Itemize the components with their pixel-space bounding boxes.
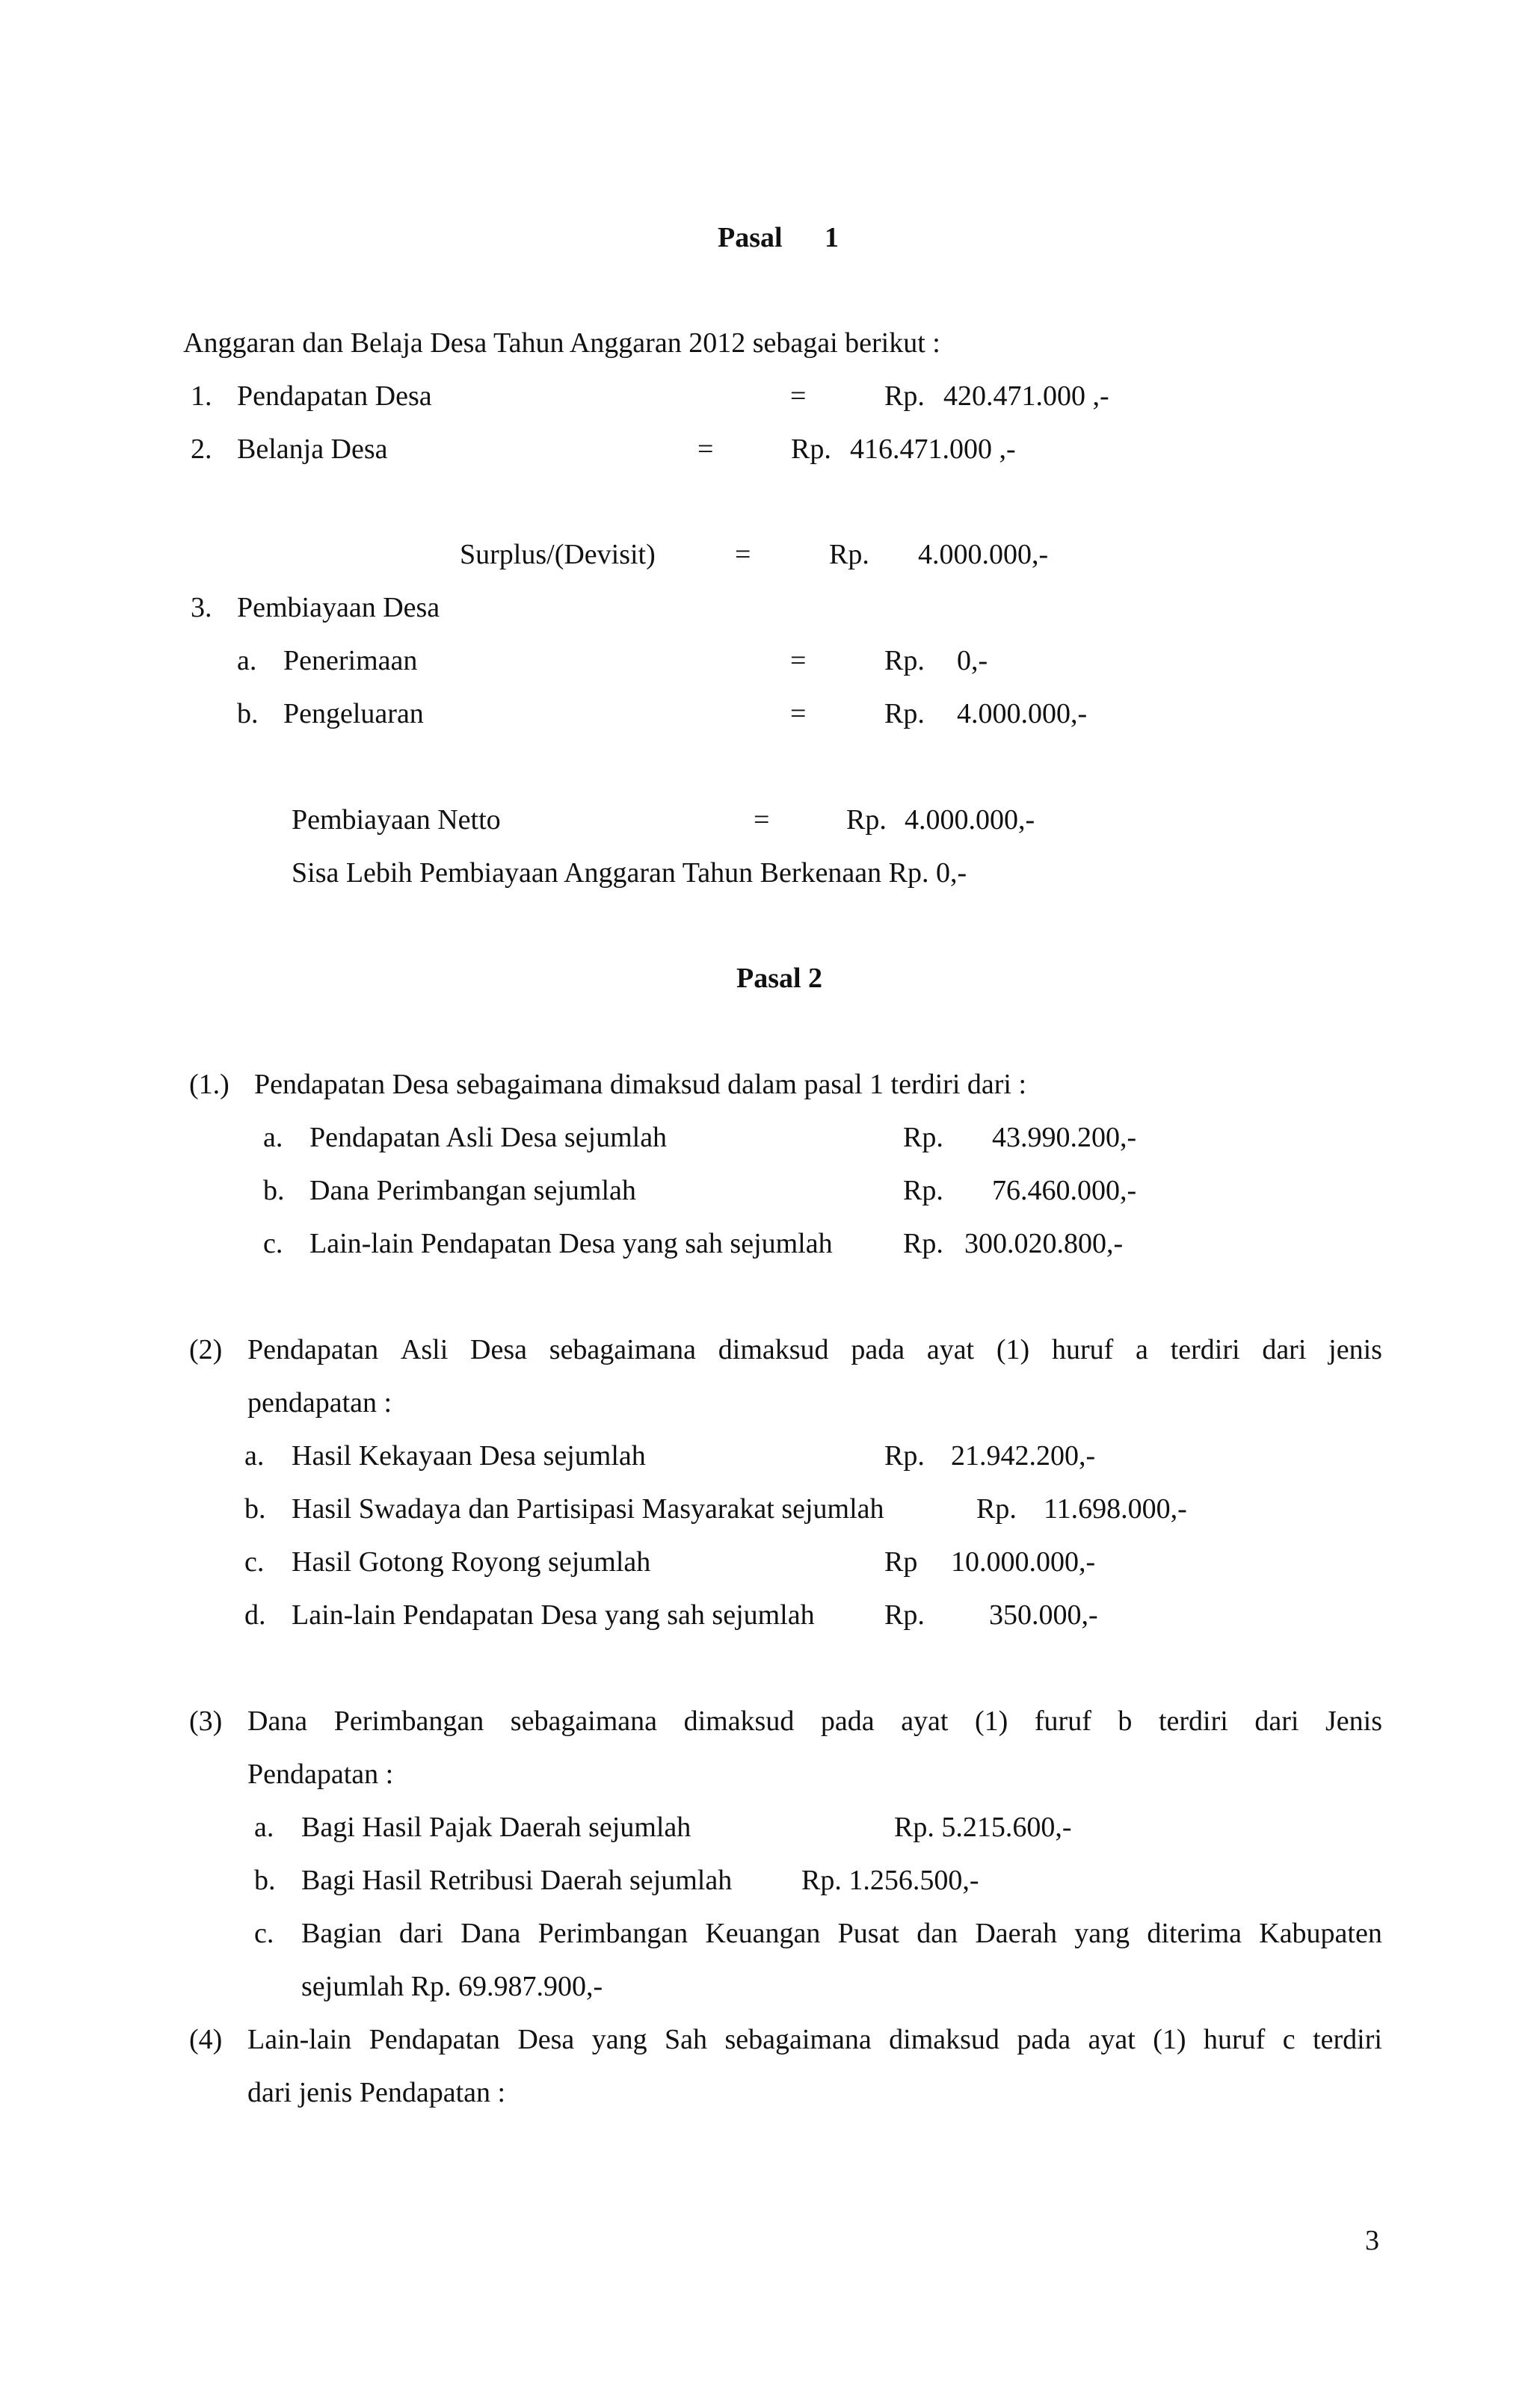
item-3a-label: Penerimaan — [283, 645, 418, 676]
word: Perimbangan — [537, 1918, 689, 1949]
ayat-2-text-line-2: pendapatan : — [247, 1387, 392, 1418]
word: (1) — [1153, 2024, 1186, 2055]
word: Pendapatan — [369, 2024, 500, 2055]
ayat-2-number: (2) — [189, 1334, 223, 1365]
word: jenis — [1328, 1334, 1382, 1365]
item-3b-letter: b. — [237, 698, 259, 729]
ayat-1b-amount: 76.460.000,- — [992, 1175, 1137, 1206]
word: (1) — [996, 1334, 1030, 1365]
word: yang — [591, 2024, 647, 2055]
ayat-2a-amount: 21.942.200,- — [951, 1440, 1096, 1472]
ayat-1c-label: Lain-lain Pendapatan Desa yang sah sejumlah — [309, 1228, 833, 1259]
item-3a-letter: a. — [237, 645, 257, 676]
pasal-2-title: Pasal 2 — [736, 963, 823, 994]
ayat-3a-letter: a. — [254, 1812, 274, 1843]
ayat-3b-letter: b. — [254, 1865, 276, 1896]
ayat-2-text-line-1 — [247, 1336, 1382, 1364]
ayat-3c-letter: c. — [254, 1918, 274, 1949]
ayat-2c-amount: 10.000.000,- — [951, 1546, 1096, 1578]
surplus-equals: = — [735, 539, 751, 570]
ayat-1b-currency: Rp. — [903, 1175, 943, 1206]
item-3b-currency: Rp. — [884, 698, 925, 729]
word: dimaksud — [718, 1334, 829, 1365]
ayat-2b-currency: Rp. — [976, 1493, 1017, 1525]
word: a — [1136, 1334, 1148, 1365]
ayat-4-text-line-2: dari jenis Pendapatan : — [247, 2077, 506, 2108]
word: dari — [1254, 1705, 1299, 1737]
word: furuf — [1034, 1705, 1091, 1737]
ayat-4-text-line-1 — [247, 2025, 1382, 2054]
ayat-3c-text-line-2: sejumlah Rp. 69.987.900,- — [301, 1971, 603, 2002]
word: b — [1118, 1705, 1133, 1737]
item-3-label: Pembiayaan Desa — [237, 592, 440, 623]
word: Dana — [247, 1705, 308, 1737]
item-3a-amount: 0,- — [957, 645, 988, 676]
ayat-1b-label: Dana Perimbangan sejumlah — [309, 1175, 636, 1206]
item-2-currency: Rp. — [791, 433, 831, 465]
item-2-amount: 416.471.000 ,- — [850, 433, 1016, 465]
ayat-2d-letter: d. — [244, 1599, 266, 1631]
sisa-lebih-pembiayaan: Sisa Lebih Pembiayaan Anggaran Tahun Berkenaan Rp. 0,- — [292, 857, 967, 889]
ayat-1a-label: Pendapatan Asli Desa sejumlah — [309, 1122, 668, 1153]
word: Desa — [470, 1334, 528, 1365]
word: Asli — [400, 1334, 449, 1365]
word: pada — [851, 1334, 905, 1365]
ayat-2a-currency: Rp. — [884, 1440, 925, 1472]
word: sebagaimana — [724, 2024, 872, 2055]
item-3a-equals: = — [790, 645, 807, 676]
word: Jenis — [1325, 1705, 1382, 1737]
word: terdiri — [1170, 1334, 1240, 1365]
word: Perimbangan — [333, 1705, 484, 1737]
word: (1) — [975, 1705, 1008, 1737]
item-3b-equals: = — [790, 698, 807, 729]
word: dari — [398, 1918, 443, 1949]
item-3a-currency: Rp. — [884, 645, 925, 676]
word: ayat — [901, 1705, 949, 1737]
item-3b-amount: 4.000.000,- — [957, 698, 1088, 729]
word: ayat — [1088, 2024, 1136, 2055]
word: dimaksud — [683, 1705, 795, 1737]
word: dan — [917, 1918, 958, 1949]
ayat-2d-label: Lain-lain Pendapatan Desa yang sah sejumlah — [292, 1599, 815, 1631]
item-1-currency: Rp. — [884, 380, 925, 412]
item-1-number: 1. — [191, 380, 212, 412]
item-2-equals: = — [697, 433, 714, 465]
ayat-2b-label: Hasil Swadaya dan Partisipasi Masyarakat sejumlah — [292, 1493, 884, 1525]
word: Keuangan — [705, 1918, 821, 1949]
word: Lain-lain — [247, 2024, 352, 2055]
ayat-2c-letter: c. — [244, 1546, 265, 1578]
word: Sah — [665, 2024, 708, 2055]
ayat-2a-letter: a. — [244, 1440, 265, 1472]
word: pada — [820, 1705, 875, 1737]
ayat-4-number: (4) — [189, 2024, 223, 2055]
ayat-1-number: (1.) — [189, 1069, 230, 1100]
ayat-2b-letter: b. — [244, 1493, 266, 1525]
ayat-2d-amount: 350.000,- — [989, 1599, 1098, 1631]
word: Dana — [460, 1918, 521, 1949]
item-2-label: Belanja Desa — [237, 433, 388, 465]
ayat-3-text-line-1 — [247, 1707, 1382, 1735]
page-number: 3 — [1365, 2225, 1379, 2256]
word: huruf — [1051, 1334, 1114, 1365]
ayat-3-number: (3) — [189, 1705, 223, 1737]
ayat-1-text: Pendapatan Desa sebagaimana dimaksud dalam pasal 1 terdiri dari : — [254, 1069, 1027, 1100]
surplus-label: Surplus/(Devisit) — [460, 539, 656, 570]
ayat-3b-amount: Rp. 1.256.500,- — [801, 1865, 979, 1896]
ayat-1b-letter: b. — [263, 1175, 285, 1206]
word: pada — [1017, 2024, 1071, 2055]
ayat-3-text-line-2: Pendapatan : — [247, 1759, 394, 1790]
word: terdiri — [1158, 1705, 1228, 1737]
word: terdiri — [1313, 2024, 1382, 2055]
ayat-3b-label: Bagi Hasil Retribusi Daerah sejumlah — [301, 1865, 733, 1896]
word: Pendapatan — [247, 1334, 379, 1365]
item-2-number: 2. — [191, 433, 212, 465]
word: Kabupaten — [1259, 1918, 1382, 1949]
netto-amount: 4.000.000,- — [905, 804, 1035, 836]
ayat-2d-currency: Rp. — [884, 1599, 925, 1631]
word: Desa — [517, 2024, 575, 2055]
item-3-number: 3. — [191, 592, 212, 623]
pasal-1-title-word: Pasal — [718, 222, 783, 253]
word: dimaksud — [889, 2024, 999, 2055]
ayat-1c-letter: c. — [263, 1228, 283, 1259]
surplus-amount: 4.000.000,- — [918, 539, 1049, 570]
ayat-3a-amount: Rp. 5.215.600,- — [894, 1812, 1072, 1843]
word: dari — [1262, 1334, 1307, 1365]
item-1-amount: 420.471.000 ,- — [943, 380, 1109, 412]
netto-equals: = — [754, 804, 770, 836]
ayat-1a-amount: 43.990.200,- — [992, 1122, 1137, 1153]
ayat-2a-label: Hasil Kekayaan Desa sejumlah — [292, 1440, 646, 1472]
word: sebagaimana — [549, 1334, 697, 1365]
word: ayat — [926, 1334, 975, 1365]
ayat-3c-text-line-1 — [301, 1919, 1382, 1948]
netto-currency: Rp. — [846, 804, 887, 836]
word: c — [1282, 2024, 1296, 2055]
ayat-2c-label: Hasil Gotong Royong sejumlah — [292, 1546, 651, 1578]
word: sebagaimana — [510, 1705, 658, 1737]
pasal-1-intro: Anggaran dan Belaja Desa Tahun Anggaran 2012 sebagai berikut : — [183, 327, 940, 359]
ayat-1c-currency: Rp. — [903, 1228, 943, 1259]
ayat-2b-amount: 11.698.000,- — [1044, 1493, 1187, 1525]
pasal-1-title-number: 1 — [825, 222, 839, 253]
netto-label: Pembiayaan Netto — [292, 804, 501, 836]
ayat-1c-amount: 300.020.800,- — [964, 1228, 1124, 1259]
ayat-3a-label: Bagi Hasil Pajak Daerah sejumlah — [301, 1812, 691, 1843]
item-1-equals: = — [790, 380, 807, 412]
word: Pusat — [837, 1918, 899, 1949]
item-3b-label: Pengeluaran — [283, 698, 424, 729]
word: yang — [1074, 1918, 1130, 1949]
ayat-1a-currency: Rp. — [903, 1122, 943, 1153]
word: Daerah — [975, 1918, 1058, 1949]
word: Bagian — [301, 1918, 382, 1949]
surplus-currency: Rp. — [829, 539, 869, 570]
word: huruf — [1204, 2024, 1266, 2055]
word: diterima — [1147, 1918, 1242, 1949]
item-1-label: Pendapatan Desa — [237, 380, 432, 412]
ayat-1a-letter: a. — [263, 1122, 283, 1153]
ayat-2c-currency: Rp — [884, 1546, 918, 1578]
